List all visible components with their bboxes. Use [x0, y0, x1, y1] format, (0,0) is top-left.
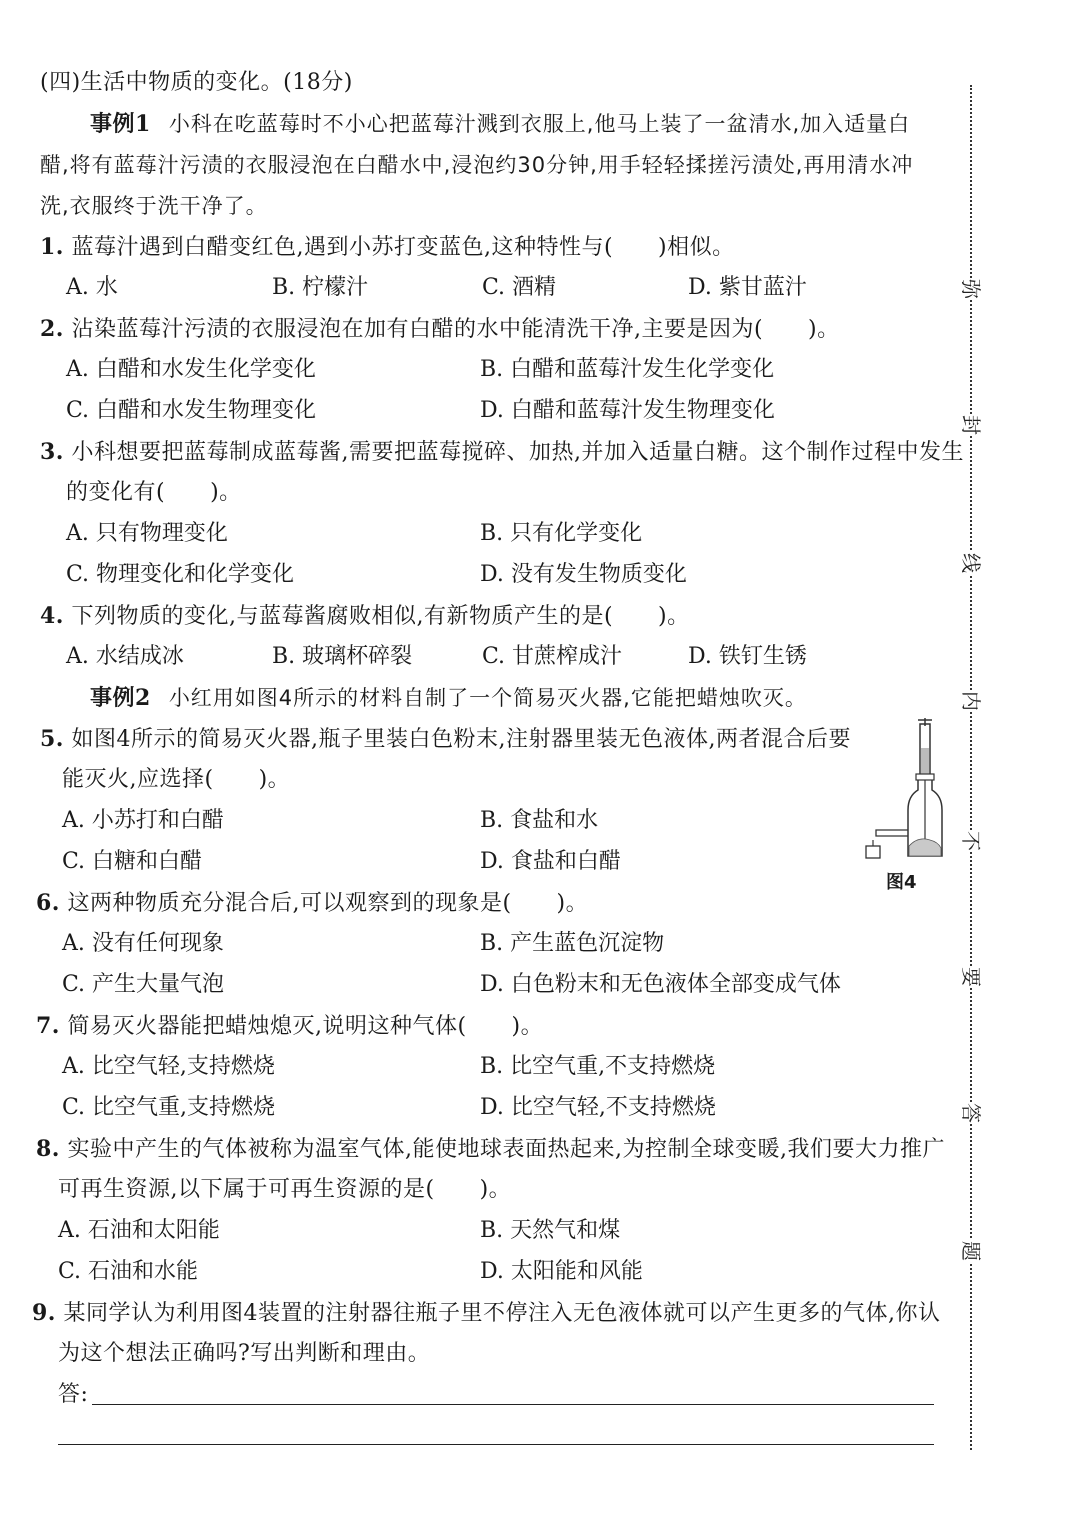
question-6 — [36, 888, 588, 919]
question-1 — [40, 232, 735, 263]
figure-4-apparatus — [858, 718, 948, 868]
q7-option-a[interactable]: A. 比空气轻,支持燃烧 — [62, 1054, 275, 1079]
answer-line-2[interactable] — [58, 1444, 934, 1445]
q5-option-b[interactable]: B. 食盐和水 — [480, 808, 599, 833]
q5-option-a[interactable]: A. 小苏打和白醋 — [62, 808, 224, 833]
question-9-line2: 为这个想法正确吗?写出判断和理由。 — [58, 1341, 431, 1366]
q1-option-a[interactable]: A. 水 — [66, 275, 118, 300]
question-text: 小科想要把蓝莓制成蓝莓酱,需要把蓝莓搅碎、加热,并加入适量白糖。这个制作过程中发生 — [71, 440, 964, 465]
q1-option-c[interactable]: C. 酒精 — [482, 275, 557, 300]
figure-caption: 图4 — [886, 872, 917, 893]
margin-char-7: 答 — [959, 1103, 983, 1123]
question-number: 4. — [40, 603, 64, 629]
question-text: 某同学认为利用图4装置的注射器往瓶子里不停注入无色液体就可以产生更多的气体,你认 — [63, 1301, 941, 1326]
q8-option-a[interactable]: A. 石油和太阳能 — [58, 1218, 220, 1243]
question-text: 蓝莓汁遇到白醋变红色,遇到小苏打变蓝色,这种特性与( )相似。 — [71, 235, 735, 260]
q4-option-a[interactable]: A. 水结成冰 — [66, 644, 184, 669]
q4-option-c[interactable]: C. 甘蔗榨成汁 — [482, 644, 623, 669]
case1-label: 事例1 — [90, 111, 151, 137]
outlet-tube — [876, 830, 908, 836]
question-number: 3. — [40, 439, 64, 465]
question-number: 7. — [36, 1013, 60, 1039]
case2-line — [90, 683, 807, 714]
q2-option-a[interactable]: A. 白醋和水发生化学变化 — [66, 357, 316, 382]
q7-option-b[interactable]: B. 比空气重,不支持燃烧 — [480, 1054, 716, 1079]
q4-option-d[interactable]: D. 铁钉生锈 — [688, 644, 807, 669]
question-3-line2: 的变化有( )。 — [66, 480, 242, 505]
question-text: 简易灭火器能把蜡烛熄灭,说明这种气体( )。 — [67, 1014, 544, 1039]
q7-option-d[interactable]: D. 比空气轻,不支持燃烧 — [480, 1095, 716, 1120]
q5-option-d[interactable]: D. 食盐和白醋 — [480, 849, 621, 874]
q2-option-b[interactable]: B. 白醋和蓝莓汁发生化学变化 — [480, 357, 775, 382]
question-text: 沾染蓝莓汁污渍的衣服浸泡在加有白醋的水中能清洗干净,主要是因为( )。 — [71, 317, 840, 342]
question-8-line2: 可再生资源,以下属于可再生资源的是( )。 — [58, 1177, 512, 1202]
case1-line2: 醋,将有蓝莓汁污渍的衣服浸泡在白醋水中,浸泡约30分钟,用手轻轻揉搓污渍处,再用清水冲 — [40, 153, 914, 177]
q6-option-d[interactable]: D. 白色粉末和无色液体全部变成气体 — [480, 972, 841, 997]
q2-option-c[interactable]: C. 白醋和水发生物理变化 — [66, 398, 317, 423]
q8-option-b[interactable]: B. 天然气和煤 — [480, 1218, 621, 1243]
answer-label: 答: — [58, 1382, 89, 1407]
margin-char-1: 弥 — [959, 279, 983, 299]
question-text: 如图4所示的简易灭火器,瓶子里装白色粉末,注射器里装无色液体,两者混合后要 — [71, 727, 851, 752]
question-8 — [36, 1134, 945, 1165]
question-4 — [40, 601, 690, 632]
question-number: 8. — [36, 1136, 60, 1162]
question-text: 下列物质的变化,与蓝莓酱腐败相似,有新物质产生的是( )。 — [71, 604, 690, 629]
margin-char-4: 内 — [959, 691, 983, 711]
section-title: (四)生活中物质的变化。(18分) — [40, 70, 353, 95]
q6-option-b[interactable]: B. 产生蓝色沉淀物 — [480, 931, 665, 956]
q5-option-c[interactable]: C. 白糖和白醋 — [62, 849, 203, 874]
question-number: 6. — [36, 890, 60, 916]
margin-char-3: 线 — [959, 553, 983, 573]
q6-option-c[interactable]: C. 产生大量气泡 — [62, 972, 225, 997]
margin-char-2: 封 — [959, 415, 983, 435]
question-number: 9. — [32, 1300, 56, 1326]
question-5 — [40, 724, 851, 755]
margin-char-5: 不 — [959, 831, 983, 851]
q3-option-c[interactable]: C. 物理变化和化学变化 — [66, 562, 295, 587]
case1-line3: 洗,衣服终于洗干净了。 — [40, 194, 268, 218]
case1-text-1: 小科在吃蓝莓时不小心把蓝莓汁溅到衣服上,他马上装了一盆清水,加入适量白 — [168, 112, 911, 136]
white-powder — [909, 839, 941, 856]
q8-option-d[interactable]: D. 太阳能和风能 — [480, 1259, 643, 1284]
q8-option-c[interactable]: C. 石油和水能 — [58, 1259, 199, 1284]
question-2 — [40, 314, 840, 345]
q1-option-d[interactable]: D. 紫甘蓝汁 — [688, 275, 807, 300]
margin-char-8: 题 — [959, 1241, 983, 1261]
q3-option-d[interactable]: D. 没有发生物质变化 — [480, 562, 687, 587]
q7-option-c[interactable]: C. 比空气重,支持燃烧 — [62, 1095, 276, 1120]
q2-option-d[interactable]: D. 白醋和蓝莓汁发生物理变化 — [480, 398, 775, 423]
question-7 — [36, 1011, 543, 1042]
case2-label: 事例2 — [90, 685, 151, 711]
question-3 — [40, 437, 964, 468]
question-number: 2. — [40, 316, 64, 342]
q6-option-a[interactable]: A. 没有任何现象 — [62, 931, 224, 956]
q3-option-a[interactable]: A. 只有物理变化 — [66, 521, 228, 546]
question-text: 这两种物质充分混合后,可以观察到的现象是( )。 — [67, 891, 589, 916]
q4-option-b[interactable]: B. 玻璃杯碎裂 — [272, 644, 413, 669]
syringe-liquid — [921, 748, 929, 776]
question-number: 5. — [40, 726, 64, 752]
answer-line-1[interactable] — [92, 1404, 934, 1405]
question-9 — [32, 1298, 940, 1329]
question-number: 1. — [40, 234, 64, 260]
bottle-stopper — [916, 774, 934, 780]
candle — [866, 846, 880, 858]
margin-char-6: 要 — [959, 967, 983, 987]
case1-line1 — [90, 109, 910, 140]
question-5-line2: 能灭火,应选择( )。 — [62, 767, 291, 792]
q3-option-b[interactable]: B. 只有化学变化 — [480, 521, 643, 546]
case2-text: 小红用如图4所示的材料自制了一个简易灭火器,它能把蜡烛吹灭。 — [168, 686, 807, 710]
question-text: 实验中产生的气体被称为温室气体,能使地球表面热起来,为控制全球变暖,我们要大力推广 — [67, 1137, 945, 1162]
q1-option-b[interactable]: B. 柠檬汁 — [272, 275, 369, 300]
